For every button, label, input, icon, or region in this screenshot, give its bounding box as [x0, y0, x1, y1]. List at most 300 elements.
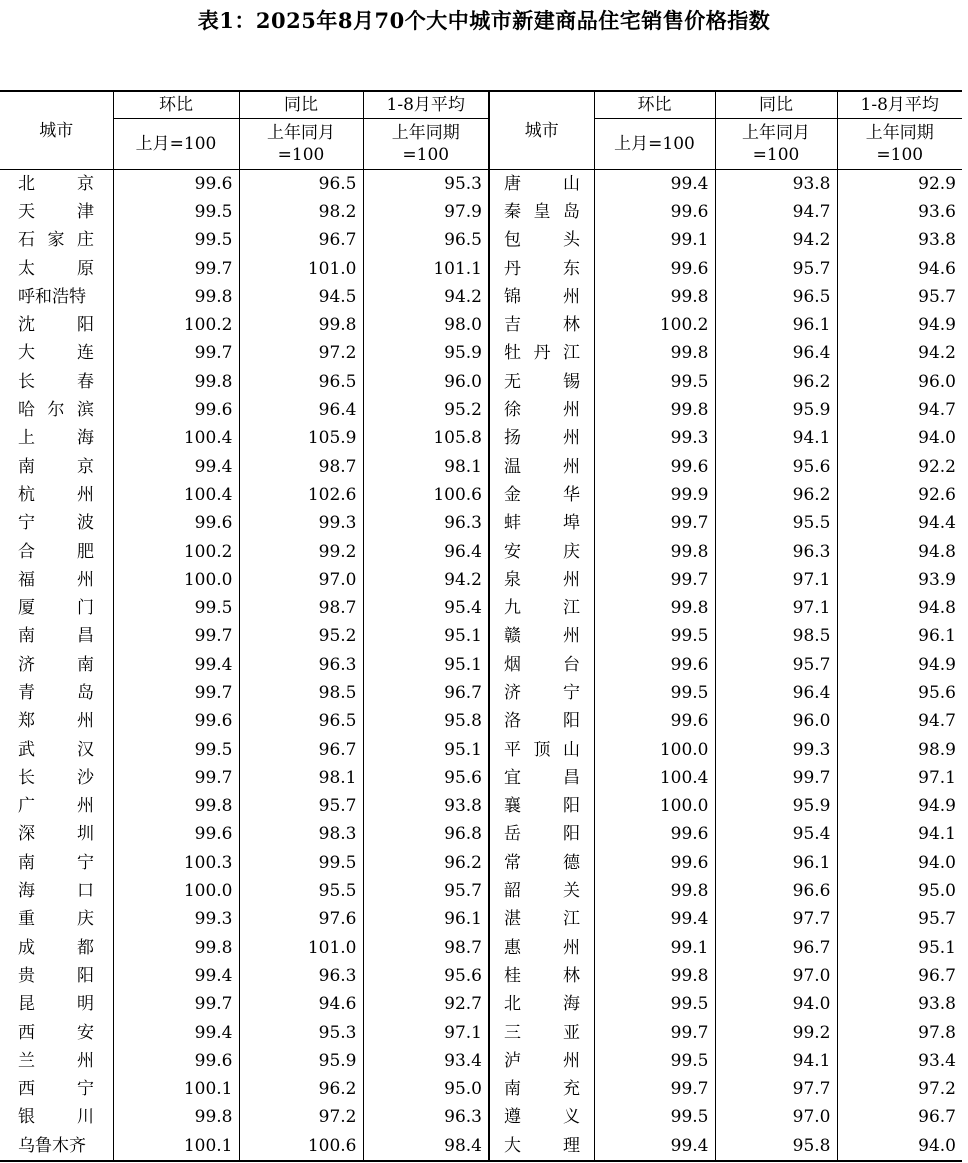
city-label: 宁 波 — [18, 513, 94, 534]
city-label: 安 庆 — [504, 541, 580, 562]
avg-value-right: 92.6 — [918, 484, 956, 505]
mom-header-right: 环比 — [594, 91, 715, 119]
city-name-left — [0, 736, 113, 764]
city-name-right — [489, 708, 594, 736]
mom-value-right: 100.0 — [594, 793, 715, 821]
yoy-value-left: 96.3 — [239, 651, 363, 679]
mom-value-right: 99.5 — [594, 1047, 715, 1075]
table-row — [0, 736, 962, 764]
avg-value-right: 97.8 — [918, 1022, 956, 1043]
avg-value-right: 92.2 — [918, 456, 956, 477]
yoy-value-left: 96.5 — [239, 368, 363, 396]
city-label: 重 庆 — [18, 909, 94, 930]
yoy-value-left: 96.2 — [239, 1076, 363, 1104]
city-label: 银 川 — [18, 1107, 94, 1128]
mom-value-left: 99.4 — [113, 453, 239, 481]
city-name-left — [0, 340, 113, 368]
city-name-left — [0, 566, 113, 594]
city-label: 沈 阳 — [18, 315, 94, 336]
mom-value-right: 100.0 — [594, 736, 715, 764]
city-name-left — [0, 1076, 113, 1104]
city-label: 济 宁 — [504, 682, 580, 703]
city-name-left — [0, 934, 113, 962]
avg-value-right: 94.7 — [918, 400, 956, 421]
table-row — [0, 623, 962, 651]
mom-value-left: 100.4 — [113, 425, 239, 453]
avg-value-right: 95.7 — [918, 909, 956, 930]
yoy-header-left: 同比 — [239, 91, 363, 119]
yoy-value-left: 98.1 — [239, 764, 363, 792]
yoy-value-left: 99.3 — [239, 510, 363, 538]
city-name-right — [489, 679, 594, 707]
avg-value-left: 95.2 — [363, 396, 489, 424]
mom-value-right: 99.5 — [594, 679, 715, 707]
city-label: 锦 州 — [504, 286, 580, 307]
city-label: 天 津 — [18, 201, 94, 222]
city-label: 合 肥 — [18, 541, 94, 562]
avg-value-left: 95.1 — [363, 736, 489, 764]
table-row — [0, 1104, 962, 1132]
table-row — [0, 934, 962, 962]
city-label: 温 州 — [504, 456, 580, 477]
yoy-value-left: 99.2 — [239, 538, 363, 566]
city-name-right — [489, 651, 594, 679]
mom-value-left: 99.8 — [113, 934, 239, 962]
yoy-value-right: 94.0 — [715, 991, 837, 1019]
avg-value-left: 98.1 — [363, 453, 489, 481]
yoy-header-right: 同比 — [715, 91, 837, 119]
yoy-value-right: 95.7 — [715, 255, 837, 283]
city-name-left — [0, 1019, 113, 1047]
yoy-value-right: 96.1 — [715, 849, 837, 877]
price-index-table — [0, 90, 962, 1162]
table-row — [0, 1019, 962, 1047]
city-name-right — [489, 736, 594, 764]
city-name-right — [489, 906, 594, 934]
city-name-right — [489, 934, 594, 962]
avg-header-right: 1-8月平均 — [837, 91, 962, 119]
yoy-value-right: 97.0 — [715, 962, 837, 990]
avg-value-left: 95.1 — [363, 651, 489, 679]
yoy-value-left: 105.9 — [239, 425, 363, 453]
yoy-value-right: 96.4 — [715, 679, 837, 707]
mom-value-left: 99.8 — [113, 368, 239, 396]
table-row — [0, 198, 962, 226]
city-name-left — [0, 821, 113, 849]
avg-value-right: 96.0 — [918, 371, 956, 392]
city-label: 武 汉 — [18, 739, 94, 760]
city-name-right — [489, 623, 594, 651]
table-body — [0, 170, 962, 1162]
yoy-value-left: 96.4 — [239, 396, 363, 424]
city-name-left — [0, 793, 113, 821]
mom-value-right: 99.6 — [594, 453, 715, 481]
avg-value-left: 95.7 — [363, 877, 489, 905]
yoy-value-right: 95.5 — [715, 510, 837, 538]
city-label: 唐 山 — [504, 173, 580, 194]
city-label: 大 连 — [18, 343, 94, 364]
avg-value-left: 95.6 — [363, 764, 489, 792]
city-name-left — [0, 962, 113, 990]
city-name-right — [489, 198, 594, 226]
table-row — [0, 793, 962, 821]
yoy-value-right: 95.9 — [715, 793, 837, 821]
mom-value-right: 99.6 — [594, 651, 715, 679]
table-row — [0, 1076, 962, 1104]
mom-value-left: 99.4 — [113, 651, 239, 679]
yoy-value-right: 96.7 — [715, 934, 837, 962]
table-row — [0, 340, 962, 368]
city-label: 西 安 — [18, 1022, 94, 1043]
yoy-value-left: 94.6 — [239, 991, 363, 1019]
table-row — [0, 849, 962, 877]
mom-header-left: 环比 — [113, 91, 239, 119]
city-label: 南 充 — [504, 1079, 580, 1100]
mom-value-right: 99.4 — [594, 170, 715, 199]
city-name-left — [0, 510, 113, 538]
avg-value-left: 94.2 — [363, 566, 489, 594]
city-name-right — [489, 510, 594, 538]
yoy-value-left: 98.7 — [239, 594, 363, 622]
city-label: 三 亚 — [504, 1022, 580, 1043]
yoy-base-right: 上年同月 =100 — [715, 119, 837, 170]
avg-value-left: 101.1 — [363, 255, 489, 283]
city-label: 丹 东 — [504, 258, 580, 279]
city-name-left — [0, 538, 113, 566]
mom-value-left: 99.7 — [113, 340, 239, 368]
city-label: 乌 鲁 木 齐 — [18, 1135, 86, 1156]
avg-value-right: 94.0 — [918, 852, 956, 873]
mom-value-left: 99.5 — [113, 198, 239, 226]
city-label: 大 理 — [504, 1135, 580, 1156]
avg-value-left: 98.0 — [363, 311, 489, 339]
city-name-right — [489, 538, 594, 566]
avg-value-left: 96.8 — [363, 821, 489, 849]
avg-value-right: 93.4 — [918, 1050, 956, 1071]
mom-value-right: 100.4 — [594, 764, 715, 792]
avg-value-left: 96.4 — [363, 538, 489, 566]
avg-value-left: 93.8 — [363, 793, 489, 821]
mom-value-left: 99.6 — [113, 170, 239, 199]
city-name-right — [489, 170, 594, 199]
city-header-left: 城市 — [0, 91, 113, 170]
city-label: 烟 台 — [504, 654, 580, 675]
city-name-right — [489, 793, 594, 821]
avg-value-right: 95.6 — [918, 682, 956, 703]
city-label: 成 都 — [18, 937, 94, 958]
mom-value-right: 99.6 — [594, 255, 715, 283]
city-label: 金 华 — [504, 484, 580, 505]
yoy-value-left: 95.3 — [239, 1019, 363, 1047]
mom-value-right: 99.7 — [594, 566, 715, 594]
city-name-right — [489, 594, 594, 622]
avg-value-right: 94.6 — [918, 258, 956, 279]
city-label: 呼 和 浩 特 — [18, 286, 86, 307]
avg-value-right: 95.0 — [918, 881, 956, 902]
table-row — [0, 566, 962, 594]
avg-value-right: 94.0 — [837, 1132, 962, 1161]
yoy-value-right: 97.1 — [715, 594, 837, 622]
table-row — [0, 991, 962, 1019]
yoy-value-left: 101.0 — [239, 934, 363, 962]
city-label: 扬 州 — [504, 428, 580, 449]
city-label: 平 顶 山 — [504, 739, 580, 760]
yoy-value-right: 96.2 — [715, 481, 837, 509]
avg-value-left: 96.3 — [363, 510, 489, 538]
table-row — [0, 227, 962, 255]
yoy-value-left: 97.2 — [239, 1104, 363, 1132]
table-row — [0, 1132, 962, 1161]
avg-value-right: 92.9 — [918, 173, 956, 194]
table-row — [0, 679, 962, 707]
mom-value-right: 99.1 — [594, 934, 715, 962]
yoy-value-left: 95.5 — [239, 877, 363, 905]
mom-value-right: 99.8 — [594, 538, 715, 566]
city-label: 郑 州 — [18, 711, 94, 732]
mom-value-right: 99.5 — [594, 1104, 715, 1132]
mom-value-left: 99.6 — [113, 510, 239, 538]
city-label: 岳 阳 — [504, 824, 580, 845]
city-name-left — [0, 453, 113, 481]
city-label: 广 州 — [18, 796, 94, 817]
city-label: 昆 明 — [18, 994, 94, 1015]
yoy-value-right: 99.7 — [715, 764, 837, 792]
mom-value-right: 99.1 — [594, 227, 715, 255]
mom-value-right: 99.8 — [594, 962, 715, 990]
table-row — [0, 651, 962, 679]
city-name-left — [0, 764, 113, 792]
table-row — [0, 311, 962, 339]
avg-value-left: 95.3 — [363, 170, 489, 199]
yoy-value-left: 96.5 — [239, 708, 363, 736]
city-label: 杭 州 — [18, 484, 94, 505]
city-name-right — [489, 962, 594, 990]
mom-base-right: 上月=100 — [594, 119, 715, 170]
yoy-value-left: 101.0 — [239, 255, 363, 283]
mom-value-right: 99.7 — [594, 1076, 715, 1104]
yoy-value-right: 95.9 — [715, 396, 837, 424]
city-name-left — [0, 594, 113, 622]
yoy-value-left: 97.6 — [239, 906, 363, 934]
mom-value-left: 99.8 — [113, 283, 239, 311]
city-label: 洛 阳 — [504, 711, 580, 732]
city-name-right — [489, 1047, 594, 1075]
yoy-value-left: 96.7 — [239, 227, 363, 255]
city-label: 遵 义 — [504, 1107, 580, 1128]
yoy-base-left: 上年同月 =100 — [239, 119, 363, 170]
avg-value-left: 98.7 — [363, 934, 489, 962]
city-name-left — [0, 396, 113, 424]
table-row — [0, 425, 962, 453]
city-label: 赣 州 — [504, 626, 580, 647]
yoy-value-left: 96.3 — [239, 962, 363, 990]
table-row — [0, 877, 962, 905]
avg-value-left: 92.7 — [363, 991, 489, 1019]
mom-value-left: 99.7 — [113, 623, 239, 651]
city-label: 宜 昌 — [504, 767, 580, 788]
mom-value-left: 100.0 — [113, 877, 239, 905]
mom-value-left: 99.5 — [113, 227, 239, 255]
yoy-value-right: 95.8 — [715, 1132, 837, 1161]
city-name-right — [489, 396, 594, 424]
avg-value-right: 93.8 — [918, 994, 956, 1015]
city-name-right — [489, 1019, 594, 1047]
yoy-value-right: 95.6 — [715, 453, 837, 481]
mom-value-right: 99.7 — [594, 1019, 715, 1047]
avg-value-right: 95.1 — [918, 937, 956, 958]
yoy-value-right: 94.1 — [715, 425, 837, 453]
avg-value-right: 97.2 — [918, 1079, 956, 1100]
yoy-value-right: 97.0 — [715, 1104, 837, 1132]
mom-value-right: 99.8 — [594, 877, 715, 905]
yoy-value-left: 98.7 — [239, 453, 363, 481]
avg-value-left: 96.5 — [363, 227, 489, 255]
city-label: 青 岛 — [18, 682, 94, 703]
yoy-value-right: 96.1 — [715, 311, 837, 339]
city-name-right — [489, 453, 594, 481]
yoy-value-left: 99.5 — [239, 849, 363, 877]
city-label: 济 南 — [18, 654, 94, 675]
yoy-value-left: 99.8 — [239, 311, 363, 339]
yoy-value-right: 94.1 — [715, 1047, 837, 1075]
yoy-value-right: 96.5 — [715, 283, 837, 311]
city-name-right — [489, 1104, 594, 1132]
yoy-value-right: 96.3 — [715, 538, 837, 566]
avg-value-left: 95.8 — [363, 708, 489, 736]
yoy-value-left: 96.5 — [239, 170, 363, 199]
mom-value-left: 99.5 — [113, 736, 239, 764]
city-name-right — [489, 227, 594, 255]
yoy-value-right: 99.2 — [715, 1019, 837, 1047]
city-name-left — [0, 849, 113, 877]
city-name-left — [0, 481, 113, 509]
avg-value-right: 94.8 — [918, 598, 956, 619]
city-label: 南 昌 — [18, 626, 94, 647]
avg-value-left: 94.2 — [363, 283, 489, 311]
yoy-value-right: 99.3 — [715, 736, 837, 764]
table-row — [0, 764, 962, 792]
city-name-left — [0, 708, 113, 736]
city-name-right — [489, 481, 594, 509]
city-name-right — [489, 849, 594, 877]
avg-value-left: 93.4 — [363, 1047, 489, 1075]
city-name-left — [0, 368, 113, 396]
mom-value-left: 99.8 — [113, 1104, 239, 1132]
avg-value-right: 96.7 — [918, 1107, 956, 1128]
yoy-value-left: 94.5 — [239, 283, 363, 311]
yoy-value-right: 95.7 — [715, 651, 837, 679]
avg-value-left: 95.1 — [363, 623, 489, 651]
mom-value-left: 100.1 — [113, 1076, 239, 1104]
avg-value-left: 96.0 — [363, 368, 489, 396]
avg-value-left: 96.3 — [363, 1104, 489, 1132]
table-row — [0, 821, 962, 849]
yoy-value-right: 95.4 — [715, 821, 837, 849]
mom-value-left: 99.8 — [113, 793, 239, 821]
table-title: 表1：2025年8月70个大中城市新建商品住宅销售价格指数 — [197, 8, 771, 33]
city-name-left — [0, 679, 113, 707]
table-row — [0, 453, 962, 481]
mom-value-left: 99.4 — [113, 962, 239, 990]
city-label: 惠 州 — [504, 937, 580, 958]
city-label: 蚌 埠 — [504, 513, 580, 534]
mom-value-right: 99.4 — [594, 1132, 715, 1161]
city-name-left — [0, 255, 113, 283]
mom-value-left: 100.0 — [113, 566, 239, 594]
city-name-left — [0, 170, 113, 199]
avg-value-left: 95.0 — [363, 1076, 489, 1104]
city-name-right — [489, 368, 594, 396]
yoy-value-right: 94.2 — [715, 227, 837, 255]
mom-value-left: 99.7 — [113, 991, 239, 1019]
mom-value-right: 99.8 — [594, 396, 715, 424]
city-name-right — [489, 283, 594, 311]
avg-value-left: 97.9 — [363, 198, 489, 226]
city-label: 石 家 庄 — [18, 230, 94, 251]
table-row — [0, 368, 962, 396]
table-row — [0, 510, 962, 538]
city-name-right — [489, 1076, 594, 1104]
avg-value-left: 96.2 — [363, 849, 489, 877]
mom-value-left: 99.4 — [113, 1019, 239, 1047]
city-label: 长 沙 — [18, 767, 94, 788]
city-name-left — [0, 1047, 113, 1075]
mom-value-right: 99.4 — [594, 906, 715, 934]
avg-value-left: 95.6 — [363, 962, 489, 990]
city-name-right — [489, 425, 594, 453]
mom-value-left: 100.2 — [113, 311, 239, 339]
mom-value-right: 99.6 — [594, 821, 715, 849]
city-label: 泸 州 — [504, 1050, 580, 1071]
city-name-right — [489, 821, 594, 849]
yoy-value-right: 96.0 — [715, 708, 837, 736]
mom-value-left: 99.7 — [113, 255, 239, 283]
yoy-value-left: 97.2 — [239, 340, 363, 368]
mom-value-right: 99.6 — [594, 849, 715, 877]
mom-value-right: 99.3 — [594, 425, 715, 453]
city-label: 吉 林 — [504, 315, 580, 336]
avg-value-right: 94.0 — [918, 428, 956, 449]
city-label: 南 宁 — [18, 852, 94, 873]
mom-value-right: 100.2 — [594, 311, 715, 339]
yoy-value-left: 95.9 — [239, 1047, 363, 1075]
yoy-value-right: 96.4 — [715, 340, 837, 368]
mom-value-left: 99.7 — [113, 679, 239, 707]
yoy-value-right: 94.7 — [715, 198, 837, 226]
avg-value-left: 96.1 — [363, 906, 489, 934]
yoy-value-left: 98.3 — [239, 821, 363, 849]
avg-value-right: 94.9 — [918, 315, 956, 336]
avg-value-right: 94.8 — [918, 541, 956, 562]
city-label: 秦 皇 岛 — [504, 201, 580, 222]
avg-header-left: 1-8月平均 — [363, 91, 489, 119]
city-name-right — [489, 991, 594, 1019]
mom-value-right: 99.6 — [594, 198, 715, 226]
city-name-right — [489, 1132, 594, 1161]
mom-value-left: 99.6 — [113, 1047, 239, 1075]
table-row — [0, 906, 962, 934]
avg-base-left: 上年同期 =100 — [363, 119, 489, 170]
avg-value-right: 95.7 — [918, 286, 956, 307]
table-row — [0, 481, 962, 509]
yoy-value-left: 102.6 — [239, 481, 363, 509]
avg-value-right: 96.1 — [918, 626, 956, 647]
city-name-left — [0, 877, 113, 905]
city-label: 无 锡 — [504, 371, 580, 392]
mom-value-right: 99.6 — [594, 708, 715, 736]
mom-value-left: 99.6 — [113, 708, 239, 736]
city-name-left — [0, 227, 113, 255]
